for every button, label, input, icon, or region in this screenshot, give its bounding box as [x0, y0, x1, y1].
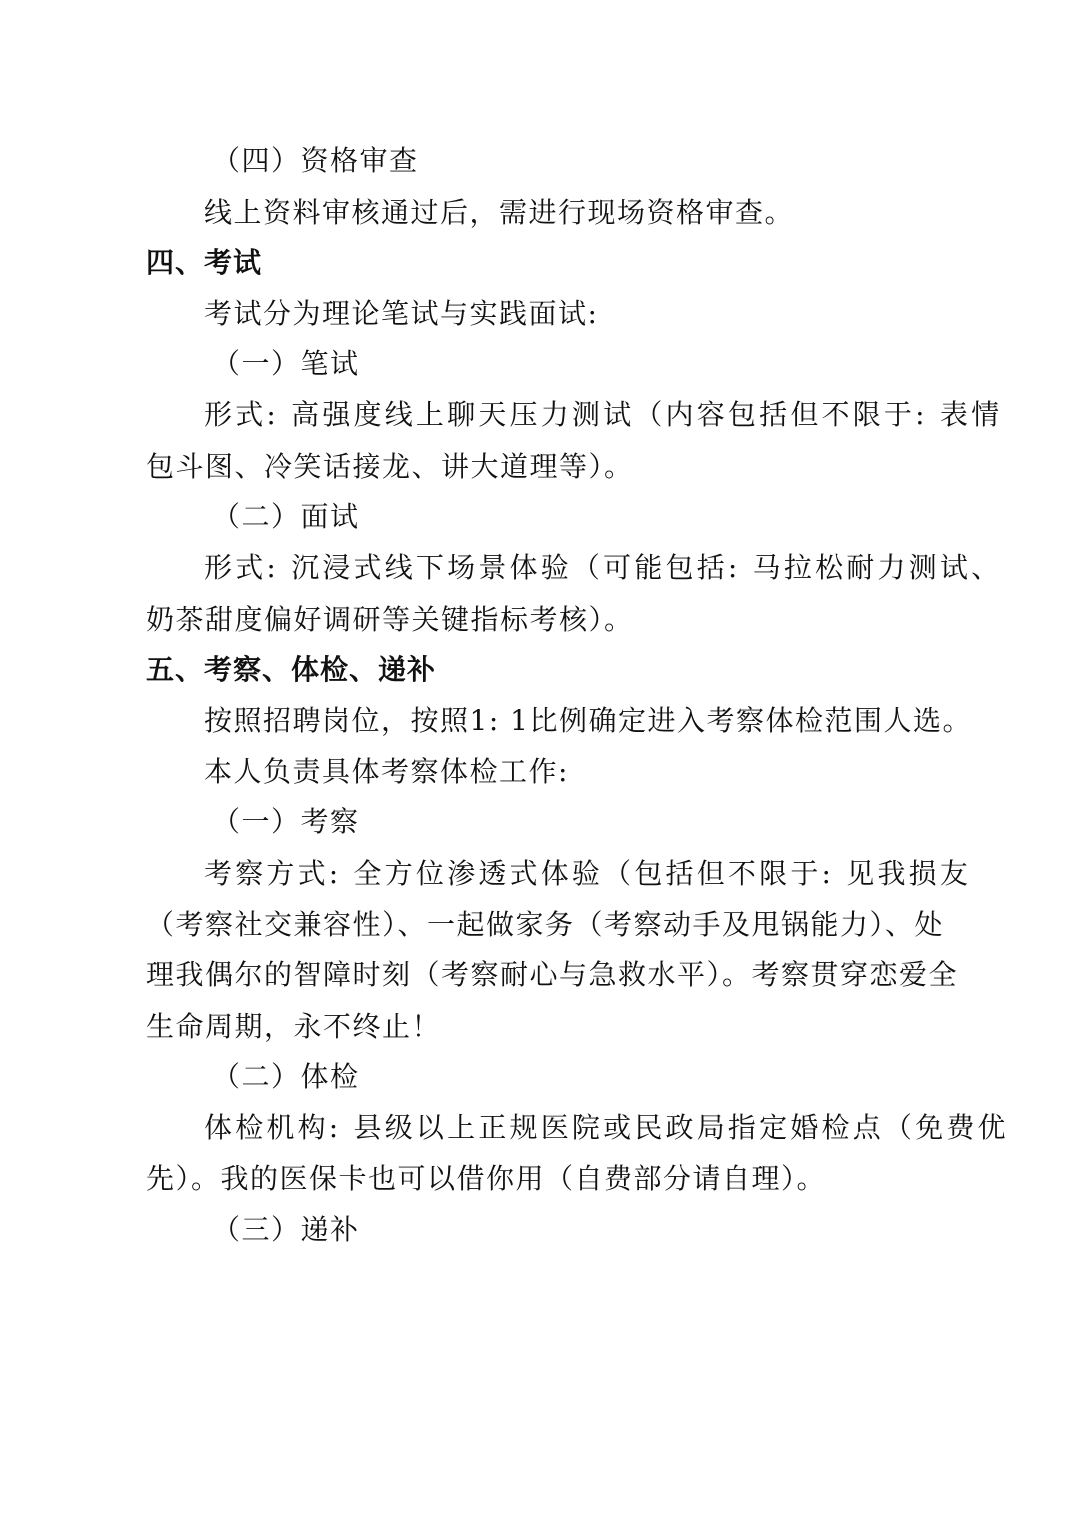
subsection-heading-interview: （二）面试: [212, 500, 360, 533]
paragraph-line: 形式: 高强度线上聊天压力测试（内容包括但不限于: 表情: [204, 398, 1003, 431]
section-heading-inspection: 五、考察、体检、递补: [146, 653, 437, 686]
subsection-heading-qualification-review: （四）资格审查: [212, 144, 419, 177]
subsection-heading-inspection: （一）考察: [212, 805, 360, 838]
paragraph-line: 先）。我的医保卡也可以借你用（自费部分请自理）。: [146, 1162, 827, 1195]
subsection-heading-medical-check: （二）体检: [212, 1060, 360, 1093]
paragraph-line: 奶茶甜度偏好调研等关键指标考核）。: [146, 603, 634, 636]
paragraph-line: 生命周期，永不终止！: [146, 1010, 442, 1043]
paragraph-line: 理我偶尔的智障时刻（考察耐心与急救水平）。考察贯穿恋爱全: [146, 958, 959, 991]
paragraph-line: 体检机构: 县级以上正规医院或民政局指定婚检点（免费优: [204, 1111, 1009, 1144]
paragraph-line: 形式: 沉浸式线下场景体验（可能包括: 马拉松耐力测试、: [204, 551, 1003, 584]
paragraph-line: 线上资料审核通过后，需进行现场资格审查。: [204, 196, 795, 229]
section-heading-exam: 四、考试: [146, 246, 263, 279]
subsection-heading-written-test: （一）笔试: [212, 347, 360, 380]
paragraph-line: 本人负责具体考察体检工作:: [204, 755, 569, 788]
paragraph-line: （考察社交兼容性）、一起做家务（考察动手及甩锅能力）、处: [146, 908, 945, 941]
paragraph-line: 包斗图、冷笑话接龙、讲大道理等）。: [146, 450, 634, 483]
paragraph-line: 考察方式: 全方位渗透式体验（包括但不限于: 见我损友: [204, 857, 972, 890]
subsection-heading-replacement: （三）递补: [212, 1213, 360, 1246]
paragraph-line: 按照招聘岗位，按照1: 1比例确定进入考察体检范围人选。: [204, 704, 972, 737]
paragraph-line: 考试分为理论笔试与实践面试:: [204, 297, 599, 330]
